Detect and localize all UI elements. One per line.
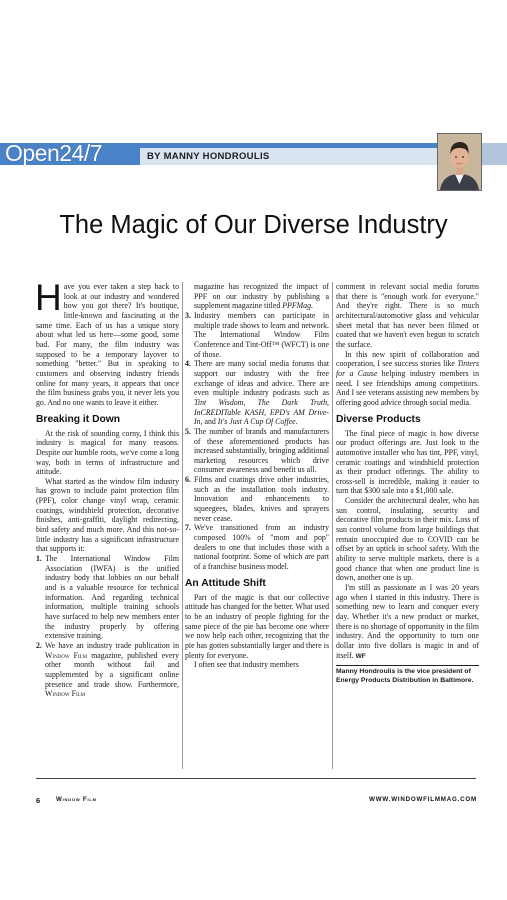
list-item (185, 523, 329, 571)
magazine-name: Window Film (45, 689, 86, 699)
list-item (36, 554, 179, 641)
list-number: 2. (36, 640, 42, 650)
intro-paragraph (35, 277, 179, 408)
list-number: 4. (185, 359, 191, 369)
footer-rule (36, 778, 476, 779)
list-item (185, 427, 329, 475)
body-paragraph: I often see that industry members (194, 660, 299, 670)
footer-website: WWW.WINDOWFILMMAG.COM (369, 796, 477, 803)
bio-rule (336, 665, 479, 666)
list-item (36, 641, 179, 699)
end-mark: WF (355, 652, 366, 660)
section-heading-attitude-shift: An Attitude Shift (185, 577, 266, 589)
list-text: Industry members can participate in multiple trade shows to learn and network. The International Window Film Conference and Tint-Off™ (WFCT) is one of those. (194, 310, 329, 359)
list-text: There are many social media forums that support our industry with the free exchange of ideas and advice. There are even multiple industry podcasts such as Tint Wisdom, The Dark Truth, InCREDITable KASH, EPD's AM Drive-In, and It's Just A Cup Of Coffee. (194, 359, 329, 427)
body-paragraph: I'm still as passionate as I was 20 years ago when I started in this industry. There is something new to learn and conquer every day. Whether it's a new product or market, there is no shortage of opportunity in the film industry. And the opportunity to turn one dollar into five dollars is magic in and of itself. WF (336, 583, 479, 660)
magazine-name: Window Film (45, 650, 88, 660)
list-text: The International Window Film Association (IWFA) is the unified industry body that lobbies on our behalf and is a valuable resource for technical information. And regarding technical information, multiple training schools have surfaced to help new members enter the industry properly by offering extensive training. (45, 554, 179, 641)
list-number: 5. (185, 426, 191, 436)
body-paragraph: Part of the magic is that our collective attitude has changed for the better. What used to be an industry of people fighting for the same piece of the pie has become one where we now help each other, recognizing that the pie has gotten substantially larger and there is plenty for everyone. (185, 592, 329, 660)
page-number: 6 (36, 796, 41, 805)
article-column-1 (35, 277, 179, 699)
article-column-3 (336, 282, 479, 685)
drop-cap: H (35, 277, 62, 318)
author-photo (437, 133, 482, 191)
list-text: The number of brands and manufacturers of these aforementioned products has increased substantially, bringing additional marketing resources which drive consumer awareness and benefit us all. (194, 426, 329, 475)
section-heading-diverse-products: Diverse Products (336, 413, 421, 425)
section-heading-breaking-it-down: Breaking it Down (36, 413, 121, 425)
column-divider (332, 282, 333, 769)
author-portrait-image (438, 134, 481, 190)
list-number: 6. (185, 475, 191, 485)
list-number: 7. (185, 523, 191, 533)
body-paragraph: At the risk of sounding corny, I think this industry is magical for many reasons. Despite our humble roots, we've come a long way, both in terms of infrastructure and attitude. (36, 428, 179, 477)
list-item (185, 475, 329, 523)
list-number: 3. (185, 310, 191, 320)
footer-magazine-name: Window Film (56, 796, 97, 803)
list-item (185, 311, 329, 359)
column-logo: Open24/7 (5, 140, 103, 166)
body-paragraph: comment in relevant social media forums that there is "enough work for everyone." And they're right. There is so much architectural/automotive glass and vehicular sheet metal that has never been filmed or coated that we haven't even begun to scratch the surface. (336, 282, 479, 349)
list-number: 1. (36, 554, 42, 564)
list-continuation: magazine has recognized the impact of PPF on our industry by publishing a supplement magazine titled PPFMag. (194, 282, 329, 311)
list-item (185, 359, 329, 427)
column-divider (182, 282, 183, 769)
body-paragraph: What started as the window film industry has grown to include paint protection film (PPF), color change vinyl wrap, ceramic coatings, windshield protection, decorative finishes, anti-graffiti, daylight redirecting, bird safety and much more. And this not-so-little industry has a significant infrastructure that supports it: (36, 476, 179, 554)
article-title: The Magic of Our Diverse Industry (59, 211, 448, 239)
body-paragraph: In this new spirit of collaboration and cooperation, I see success stories like Tinters for a Cause helping industry members in need. I see friendships among competitors. And I see veterans assisting new members by offering good advice through social media. (336, 349, 479, 407)
list-text: We've transitioned from an industry composed 100% of "mom and pop" dealers to one that includes those with a national footprint. Some of which are part of a franchise business model. (194, 523, 329, 572)
author-bio: Manny Hondroulis is the vice president of Energy Products Distribution in Baltimore. (336, 668, 474, 684)
body-paragraph: Consider the architectural dealer, who has sun control, insulating, security and decorative film products in their mix. Loss of sun control volume from large buildings that remain unoccupied due to COVID can be offset by an uptick in school safety. With the ability to serve multiple markets, there is a good chance that when one product line is down, another one is up. (336, 496, 479, 583)
body-paragraph: The final piece of magic is how diverse our product offerings are. Just look to the automotive installer who has tint, PPF, vinyl, ceramic coatings and windshield protection as their product offerings. The ability to cross-sell is incredible, making it easier to turn that $300 sale into a $1,000 sale. (336, 428, 479, 496)
article-column-2 (185, 282, 329, 670)
list-text: We have an industry trade publication in Window Film magazine, published every other month without fail and supplemented by a significant online presence and trade show. Furthermore, Window Film (45, 640, 179, 699)
list-text: Films and coatings drive other industries, such as the installation tools industry. Innovation and enhancements to squeegees, blades, knives and sprayers never cease. (194, 475, 329, 523)
byline: BY MANNY HONDROULIS (147, 151, 270, 162)
intro-text: ave you ever taken a step back to look at our industry and wondered how you got there? It's boutique, little-known and fascinating at the same time. Each of us has a unique story about what led us here—some good, some bad. For many, the film industry was supposed to be a temporary layover to something "better." But in speaking to customers and observing industry friends online for many years, it appears that once the film business grabs you, it never lets you go. And no one wants to leave it either. (36, 282, 179, 407)
